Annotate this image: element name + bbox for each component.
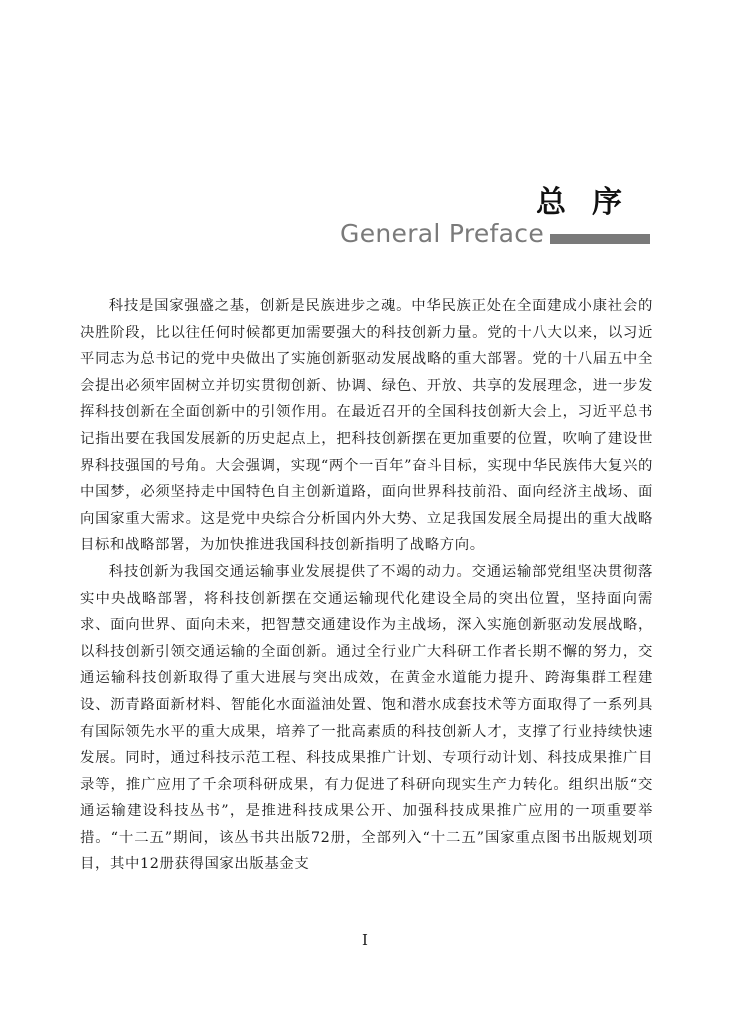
page-title: 总序 xyxy=(536,185,648,220)
body-text xyxy=(80,293,653,878)
decorative-bar xyxy=(550,234,650,244)
page-number: I xyxy=(362,931,368,949)
page-subtitle: General Preface xyxy=(340,219,544,248)
paragraph: 科技创新为我国交通运输事业发展提供了不竭的动力。交通运输部党组坚决贯彻落实中央战略部署，将科技创新摆在交通运输现代化建设全局的突出位置，坚持面向需求、面向世界、面向未来，把智慧交通建设作为主战场，深入实施创新驱动发展战略，以科技创新引领交通运输的全面创新。通过全行业广大科研工作者长期不懈的努力，交通运输科技创新取得了重大进展与突出成效，在黄金水道能力提升、跨海集群工程建设、沥青路面新材料、智能化水面溢油处置、饱和潜水成套技术等方面取得了一系列具有国际领先水平的重大成果，培养了一批高素质的科技创新人才，支撑了行业持续快速发展。同时，通过科技示范工程、科技成果推广计划、专项行动计划、科技成果推广目录等，推广应用了千余项科研成果，有力促进了科研向现实生产力转化。组织出版“交通运输建设科技丛书”，是推进科技成果公开、加强科技成果推广应用的一项重要举措。“十二五”期间，该丛书共出版72册，全部列入“十二五”国家重点图书出版规划项目，其中12册获得国家出版基金支 xyxy=(80,563,653,873)
paragraph: 科技是国家强盛之基，创新是民族进步之魂。中华民族正处在全面建成小康社会的决胜阶段，比以往任何时候都更加需要强大的科技创新力量。党的十八大以来，以习近平同志为总书记的党中央做出了实施创新驱动发展战略的重大部署。党的十八届五中全会提出必须牢固树立并切实贯彻创新、协调、绿色、开放、共享的发展理念，进一步发挥科技创新在全面创新中的引领作用。在最近召开的全国科技创新大会上，习近平总书记指出要在我国发展新的历史起点上，把科技创新摆在更加重要的位置，吹响了建设世界科技强国的号角。大会强调，实现“两个一百年”奋斗目标，实现中华民族伟大复兴的中国梦，必须坚持走中国特色自主创新道路，面向世界科技前沿、面向经济主战场、面向国家重大需求。这是党中央综合分析国内外大势、立足我国发展全局提出的重大战略目标和战略部署，为加快推进我国科技创新指明了战略方向。 xyxy=(80,298,653,554)
subtitle-row xyxy=(340,219,650,249)
